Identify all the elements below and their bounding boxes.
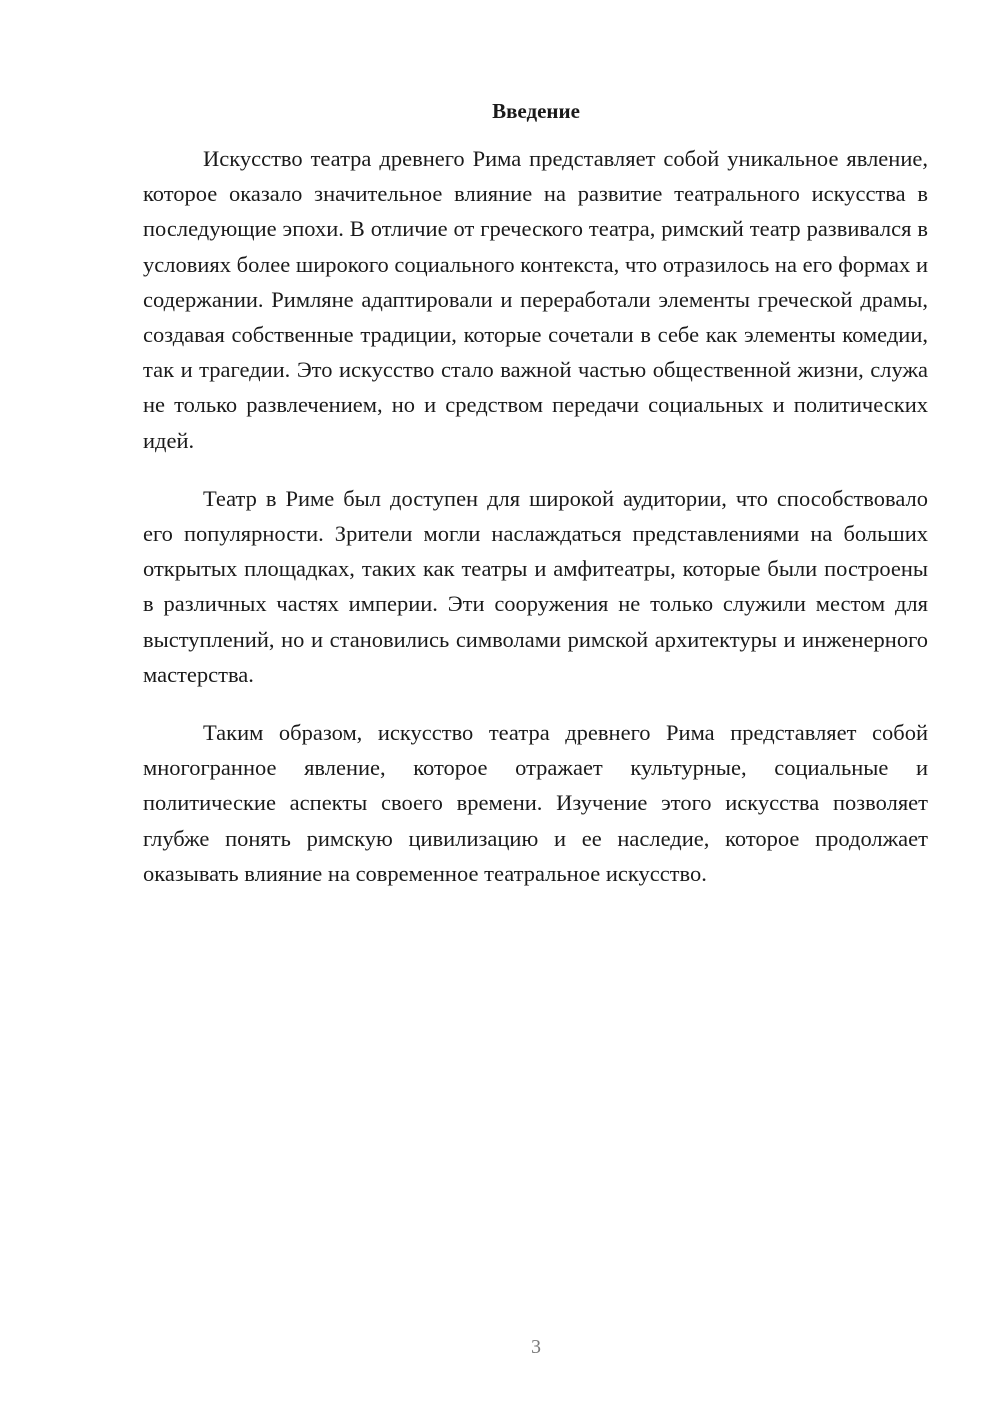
paragraph-1: Искусство театра древнего Рима представляет собой уникальное явление, которое оказало значительное влияние на развитие театрального искусства в последующие эпохи. В отличие от греческого театра, римский театр развивался в условиях более широкого социального контекста, что отразилось на его формах и содержании. Римляне адаптировали и переработали элементы греческой драмы, создавая собственные традиции, которые сочетали в себе как элементы комедии, так и трагедии. Это искусство стало важной частью общественной жизни, служа не только развлечением, но и средством передачи социальных и политических идей. bbox=[143, 146, 928, 453]
paragraph-3: Таким образом, искусство театра древнего Рима представляет собой многогранное явление, которое отражает культурные, социальные и политические аспекты своего времени. Изучение этого искусства позволяет глубже понять римскую цивилизацию и ее наследие, которое продолжает оказывать влияние на современное театральное искусство. bbox=[143, 720, 928, 886]
section-heading: Введение bbox=[492, 99, 580, 123]
document-body bbox=[143, 141, 928, 914]
page-number: 3 bbox=[531, 1336, 541, 1358]
paragraph-2: Театр в Риме был доступен для широкой аудитории, что способствовало его популярности. Зрители могли наслаждаться представлениями на больших открытых площадках, таких как театры и амфитеатры, которые были построены в различных частях империи. Эти сооружения не только служили местом для выступлений, но и становились символами римской архитектуры и инженерного мастерства. bbox=[143, 485, 928, 687]
